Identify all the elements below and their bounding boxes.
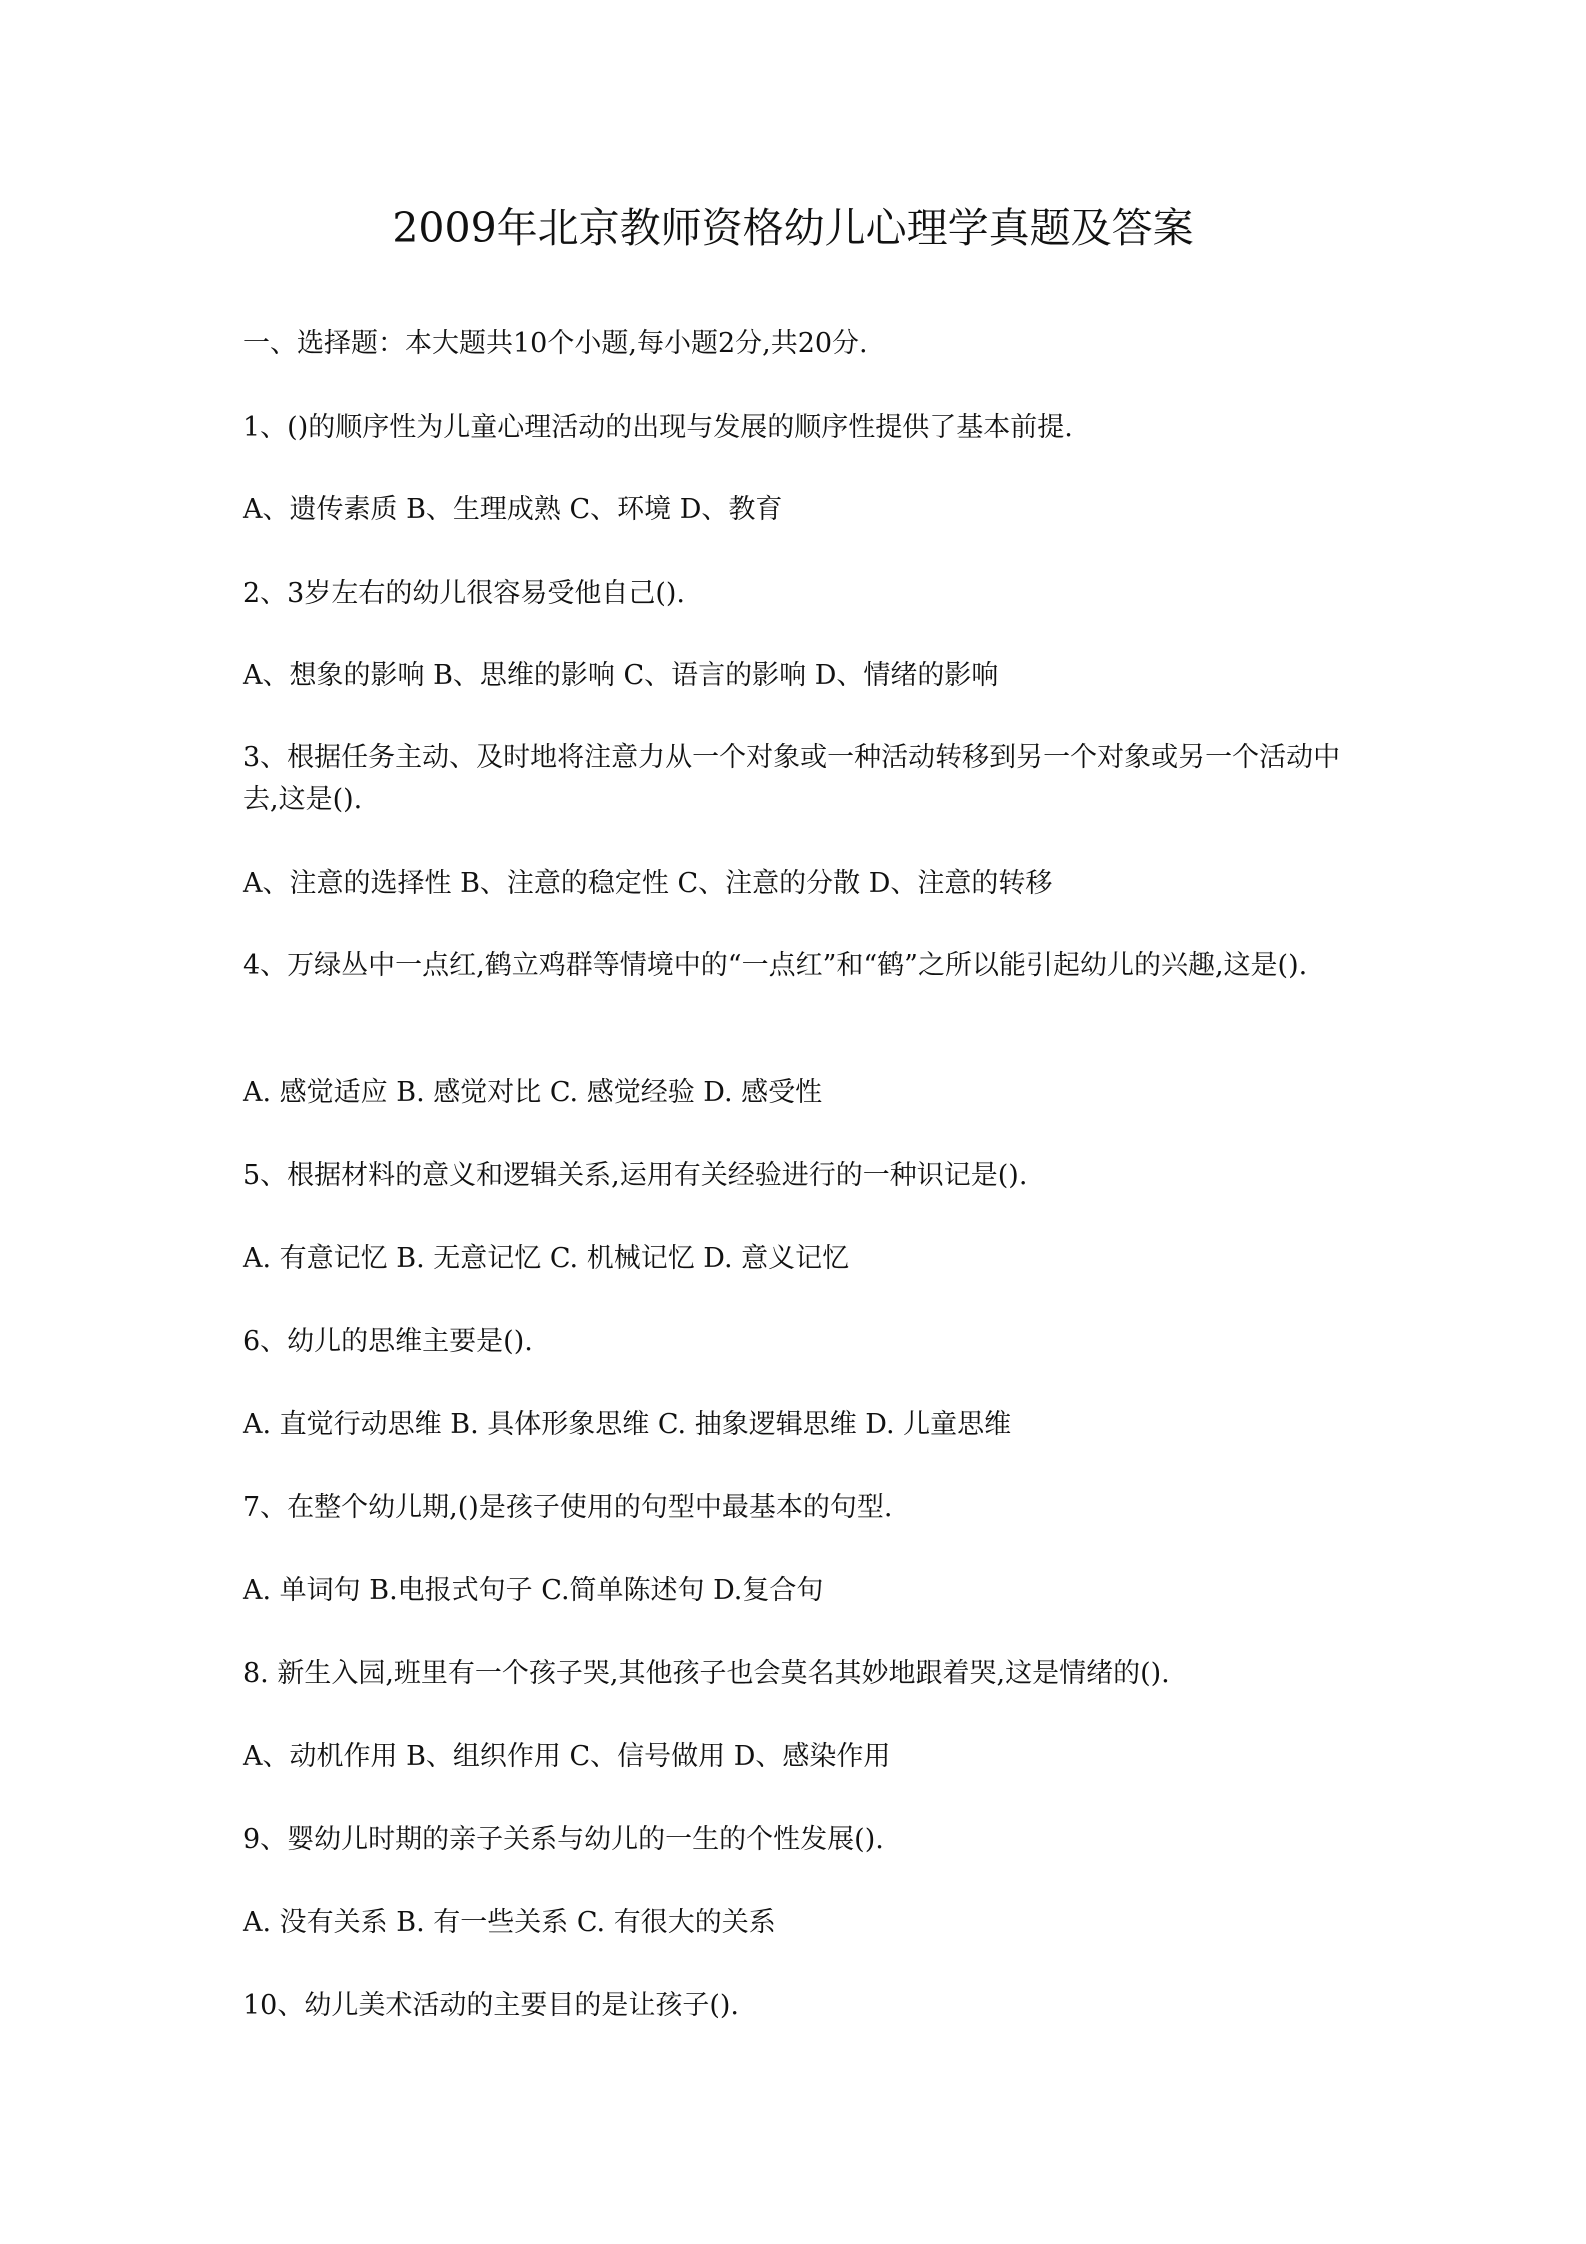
- question-9-stem: 9、婴幼儿时期的亲子关系与幼儿的一生的个性发展().: [243, 1824, 884, 1855]
- question-3-stem: 3、根据任务主动、及时地将注意力从一个对象或一种活动转移到另一个对象或另一个活动中去,这是().: [243, 742, 1341, 815]
- question-5-stem: 5、根据材料的意义和逻辑关系,运用有关经验进行的一种识记是().: [243, 1160, 1028, 1191]
- question-1-options: A、遗传素质 B、生理成熟 C、环境 D、教育: [243, 494, 783, 525]
- question-4-options: A. 感觉适应 B. 感觉对比 C. 感觉经验 D. 感受性: [243, 1077, 823, 1108]
- question-8-options: A、动机作用 B、组织作用 C、信号做用 D、感染作用: [243, 1741, 891, 1772]
- question-8-stem: 8. 新生入园,班里有一个孩子哭,其他孩子也会莫名其妙地跟着哭,这是情绪的().: [243, 1658, 1170, 1689]
- question-5-options: A. 有意记忆 B. 无意记忆 C. 机械记忆 D. 意义记忆: [243, 1243, 850, 1274]
- question-2-options: A、想象的影响 B、思维的影响 C、语言的影响 D、情绪的影响: [243, 660, 999, 691]
- question-4-stem: 4、万绿丛中一点红,鹤立鸡群等情境中的“一点红”和“鹤”之所以能引起幼儿的兴趣,这是().: [243, 950, 1308, 981]
- section-heading: 一、选择题：本大题共10个小题,每小题2分,共20分.: [243, 328, 868, 359]
- question-7-stem: 7、在整个幼儿期,()是孩子使用的句型中最基本的句型.: [243, 1492, 893, 1523]
- document-title: 2009年北京教师资格幼儿心理学真题及答案: [392, 204, 1194, 252]
- question-1-stem: 1、()的顺序性为儿童心理活动的出现与发展的顺序性提供了基本前提.: [243, 412, 1073, 443]
- question-10-stem: 10、幼儿美术活动的主要目的是让孩子().: [243, 1990, 740, 2021]
- question-7-options: A. 单词句 B.电报式句子 C.简单陈述句 D.复合句: [243, 1575, 824, 1606]
- question-9-options: A. 没有关系 B. 有一些关系 C. 有很大的关系: [243, 1907, 776, 1938]
- question-3-options: A、注意的选择性 B、注意的稳定性 C、注意的分散 D、注意的转移: [243, 868, 1053, 899]
- question-2-stem: 2、3岁左右的幼儿很容易受他自己().: [243, 578, 686, 609]
- question-6-stem: 6、幼儿的思维主要是().: [243, 1326, 533, 1357]
- question-6-options: A. 直觉行动思维 B. 具体形象思维 C. 抽象逻辑思维 D. 儿童思维: [243, 1409, 1012, 1440]
